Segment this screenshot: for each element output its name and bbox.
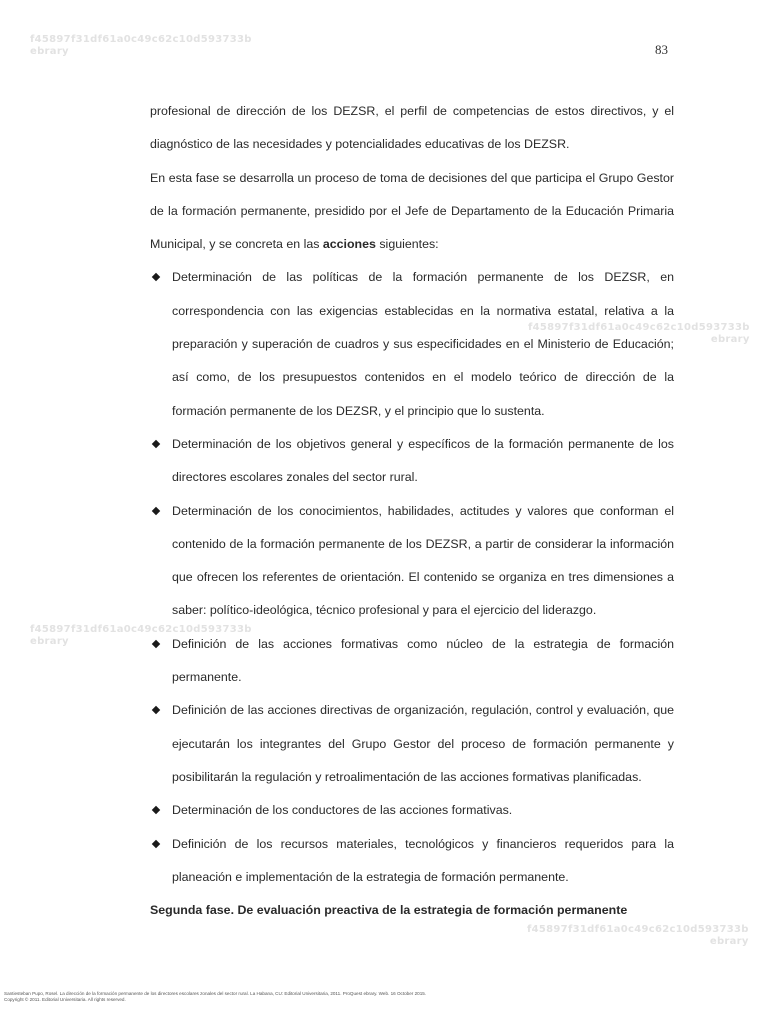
citation-footer [4, 991, 426, 1002]
intro-paragraph-2 [150, 162, 674, 262]
watermark-hash: f45897f31df61a0c49c62c10d593733b [30, 624, 252, 635]
list-item [150, 495, 674, 628]
watermark-hash: f45897f31df61a0c49c62c10d593733b [528, 322, 750, 333]
intro-text-before: En esta fase se desarrolla un proceso de toma de decisiones del que participa el Grupo Gestor de la formación permanente, presidido por el Jefe de Departamento de la Educación Primaria Municipal, y se concreta en las [150, 170, 674, 252]
list-item [150, 794, 674, 827]
page-number: 83 [655, 42, 668, 57]
watermark-bottom-right [527, 924, 749, 948]
list-item-text: Determinación de los objetivos general y específicos de la formación permanente de los directores escolares zonales del sector rural. [172, 436, 674, 485]
list-item [150, 694, 674, 794]
diamond-bullet-icon [152, 506, 160, 514]
watermark-top-left [30, 34, 252, 58]
citation-line: Santiesteban Pupo, Rosel. La dirección de la formación permanente de los directores escolares zonales del sector rural. La Habana, CU: Editorial Universitaria, 2011. ProQuest ebrary. Web. 16 October 2015. [4, 991, 427, 996]
list-item [150, 428, 674, 495]
list-item-text: Determinación de los conocimientos, habilidades, actitudes y valores que conforman el contenido de la formación permanente de los DEZSR, a partir de considerar la información que ofrecen los referentes de orientación. El contenido se organiza en tres dimensiones a saber: político-ideológica, técnico profesional y para el ejercicio del liderazgo. [172, 503, 674, 618]
list-item-text: Determinación de los conductores de las acciones formativas. [172, 803, 513, 818]
intro-paragraph-1: profesional de dirección de los DEZSR, el perfil de competencias de estos directivos, y el diagnóstico de las necesidades y potencialidades educativas de los DEZSR. [150, 104, 674, 152]
list-item [150, 628, 674, 695]
copyright-line: Copyright © 2011. Editorial Universitaria. All rights reserved. [4, 996, 126, 1002]
watermark-brand: ebrary [710, 334, 750, 345]
intro-bold-term: acciones [322, 237, 376, 252]
diamond-bullet-icon [152, 440, 160, 448]
list-item [150, 828, 674, 895]
list-item [150, 261, 674, 427]
page-body [150, 95, 674, 927]
list-item-text: Definición de las acciones directivas de organización, regulación, control y evaluación, que ejecutarán los integrantes del Grupo Gestor del proceso de formación permanente y posibilitarán la regulación y retroalimentación de las acciones formativas planificadas. [172, 703, 674, 784]
list-item-text: Determinación de las políticas de la formación permanente de los DEZSR, en correspondencia con las exigencias establecidas en la normativa estatal, relativa a la preparación y superación de cuadros y sus especificidades en el Ministerio de Educación; así como, de los presupuestos contenidos en el modelo teórico de dirección de la formación permanente de los DEZSR, y el principio que lo sustenta. [172, 270, 674, 418]
actions-list [150, 261, 674, 894]
list-item-text: Definición de las acciones formativas como núcleo de la estrategia de formación permanente. [172, 636, 674, 685]
diamond-bullet-icon [152, 273, 160, 281]
watermark-hash: f45897f31df61a0c49c62c10d593733b [30, 34, 252, 45]
watermark-brand: ebrary [30, 636, 69, 647]
watermark-hash: f45897f31df61a0c49c62c10d593733b [527, 924, 749, 935]
list-item-text: Definición de los recursos materiales, tecnológicos y financieros requeridos para la planeación e implementación de la estrategia de formación permanente. [172, 836, 674, 884]
diamond-bullet-icon [152, 706, 160, 714]
diamond-bullet-icon [152, 640, 160, 648]
diamond-bullet-icon [152, 839, 160, 847]
section-heading: Segunda fase. De evaluación preactiva de la estrategia de formación permanente [150, 903, 628, 918]
intro-text-after: siguientes: [375, 237, 439, 252]
watermark-brand: ebrary [30, 46, 69, 57]
watermark-brand: ebrary [709, 936, 749, 947]
diamond-bullet-icon [152, 806, 160, 814]
